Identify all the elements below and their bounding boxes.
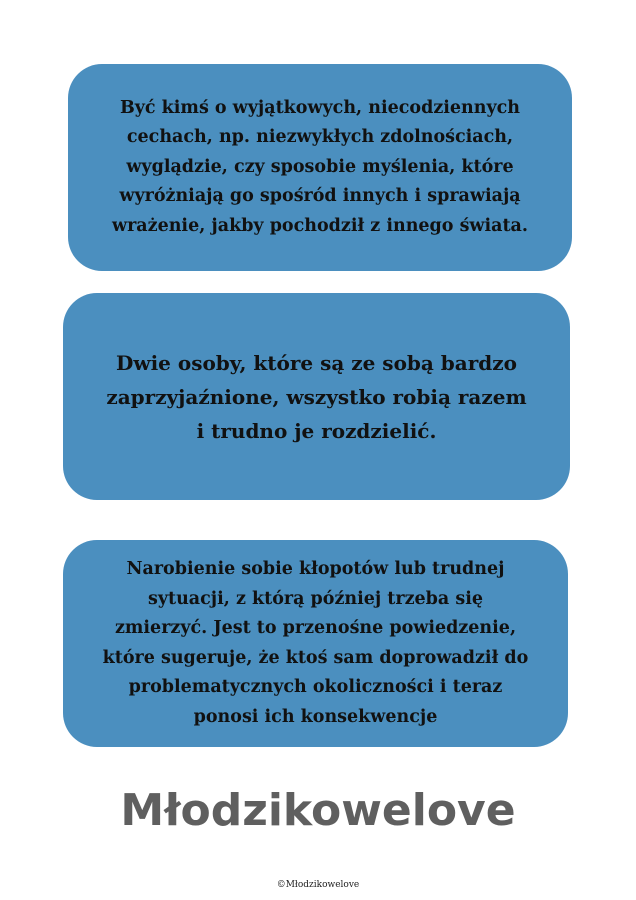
card-text-line: sytuacji, z którą później trzeba się [147, 588, 483, 609]
card-text-line: wyglądzie, czy sposobie myślenia, które [126, 156, 514, 177]
card-text-line: wyróżniają go spośród innych i sprawiają [119, 186, 521, 207]
card-text-line: Dwie osoby, które są ze sobą bardzo [116, 350, 517, 375]
card-text-line: problematycznych okoliczności i teraz [128, 677, 503, 697]
card-text-line: które sugeruje, że ktoś sam doprowadził do [102, 647, 529, 668]
definition-card-2 [63, 293, 570, 500]
watermark: Młodzikowelove [120, 785, 516, 836]
definition-card-1 [68, 64, 572, 271]
card-text-line: Być kimś o wyjątkowych, niecodziennych [119, 97, 521, 118]
card-text-line: zaprzyjaźnione, wszystko robią razem [106, 384, 527, 409]
card-text-line: cechach, np. niezwykłych zdolnościach, [126, 127, 514, 148]
card-text-line: Narobienie sobie kłopotów lub trudnej [126, 559, 505, 579]
card-text-line: i trudno je rozdzielić. [196, 418, 437, 443]
card-text-line: ponosi ich konsekwencje [193, 706, 438, 727]
card-text-line: wrażenie, jakby pochodził z innego świata. [112, 215, 528, 236]
definition-card-3 [63, 540, 568, 747]
footer-copyright: ©Młodzikowelove [276, 880, 360, 890]
card-text-line: zmierzyć. Jest to przenośne powiedzenie, [114, 618, 517, 638]
